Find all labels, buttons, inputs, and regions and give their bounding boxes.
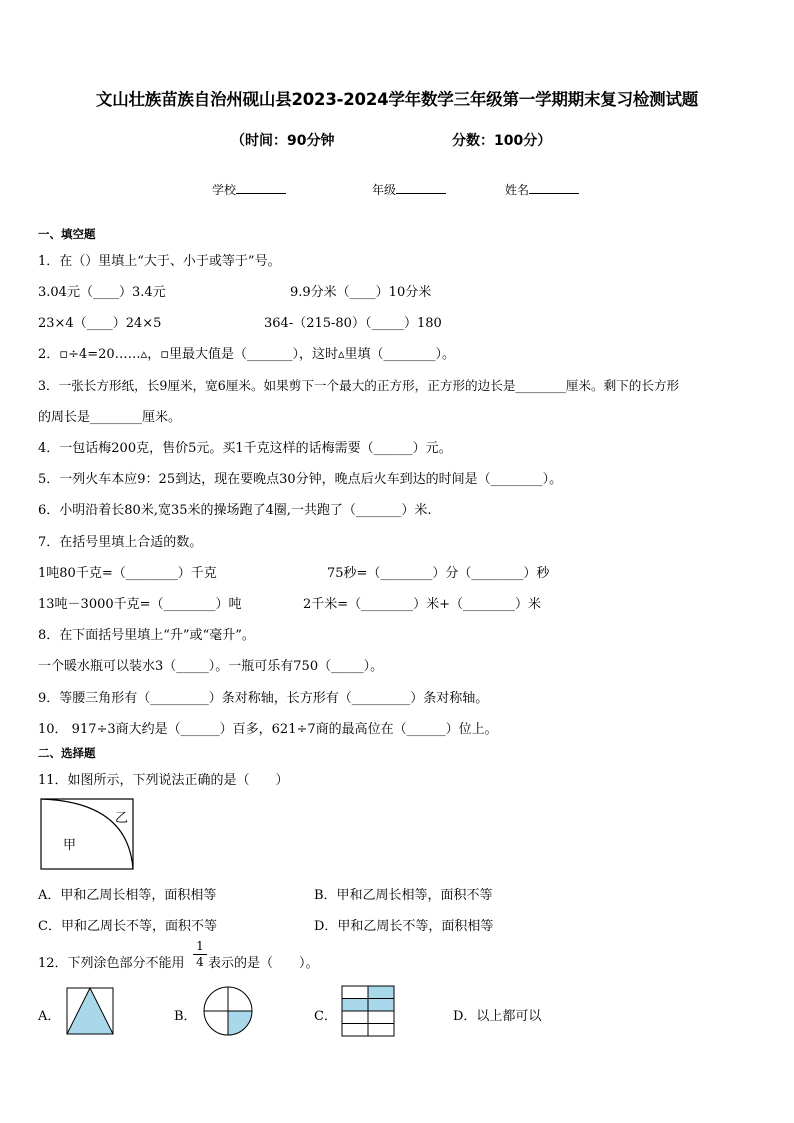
page-title: 文山壮族苗族自治州砚山县2023-2024学年数学三年级第一学期期末复习检测试题 — [95, 90, 699, 109]
option-11-a: A．甲和乙周长相等，面积相等 — [38, 888, 217, 903]
fraction-denominator: 4 — [196, 955, 204, 969]
option-12-d: D．以上都可以 — [453, 1009, 542, 1024]
question-4: 4．一包话梅200克，售价5元。买1千克这样的话梅需要（______）元。 — [38, 441, 452, 456]
question-11: 11．如图所示，下列说法正确的是（ ） — [38, 773, 289, 788]
question-7-c: 13吨－3000千克=（________）吨 — [38, 597, 242, 612]
shaded-triangle — [67, 988, 113, 1034]
question-6: 6．小明沿着长80米,宽35米的操场跑了4圈,一共跑了（_______）米. — [38, 503, 432, 518]
question-1: 1．在（）里填上“大于、小于或等于”号。 — [38, 254, 281, 269]
question-1-a: 3.04元（____）3.4元 — [38, 285, 166, 300]
question-10: 10． 917÷3商大约是（______）百多，621÷7商的最高位在（______）位上。 — [38, 722, 498, 737]
option-12-c: C． — [314, 1009, 337, 1024]
grade-field — [372, 181, 446, 198]
question-8: 8．在下面括号里填上“升”或“毫升”。 — [38, 628, 255, 643]
question-3-line-2: 的周长是________厘米。 — [38, 410, 182, 425]
fraction-one-quarter — [193, 940, 207, 969]
question-5: 5．一列火车本应9：25到达，现在要晚点30分钟，晚点后火车到达的时间是（________）。 — [38, 472, 563, 487]
question-2: 2．▫÷4=20……▵，▫里最大值是（_______），这时▵里填（________）。 — [38, 347, 456, 362]
section-multiple-choice: 二、选择题 — [38, 746, 96, 760]
name-field — [505, 181, 579, 198]
name-blank — [529, 181, 579, 194]
shaded-cell-1 — [368, 986, 394, 999]
question-9: 9．等腰三角形有（_________）条对称轴，长方形有（_________）条对称轴。 — [38, 691, 489, 706]
question-12-suffix: 表示的是（ ）。 — [208, 956, 319, 971]
question-8-a: 一个暖水瓶可以装水3（_____）。一瓶可乐有750（_____）。 — [38, 659, 384, 674]
fraction-numerator: 1 — [196, 939, 204, 953]
option-11-d: D．甲和乙周长不等，面积相等 — [314, 919, 494, 934]
option-11-b: B．甲和乙周长相等，面积不等 — [314, 888, 493, 903]
figure-label-yi: 乙 — [115, 811, 129, 826]
school-field — [212, 181, 286, 198]
school-blank — [236, 181, 286, 194]
question-3-line-1: 3．一张长方形纸，长9厘米，宽6厘米。如果剪下一个最大的正方形，正方形的边长是________厘米。剩下的长方形 — [38, 378, 680, 393]
grade-label: 年级 — [372, 183, 397, 197]
option-12-a: A． — [38, 1009, 61, 1024]
grade-blank — [396, 181, 446, 194]
figure-label-jia: 甲 — [63, 838, 77, 853]
name-label: 姓名 — [505, 183, 530, 197]
school-label: 学校 — [212, 183, 237, 197]
question-7-a: 1吨80千克=（________）千克 — [38, 566, 217, 581]
option-12-b: B． — [174, 1009, 197, 1024]
triangle-in-square-figure — [66, 987, 114, 1035]
option-11-c: C．甲和乙周长不等，面积不等 — [38, 919, 217, 934]
question-1-b: 9.9分米（____）10分米 — [290, 285, 432, 300]
grid-rectangle-figure — [341, 985, 395, 1037]
question-7-d: 2千米=（________）米+（________）米 — [303, 597, 542, 612]
question-1-c: 23×4（____）24×5 — [38, 316, 162, 331]
question-7-b: 75秒=（________）分（________）秒 — [327, 566, 550, 581]
question-1-d: 364-（215-80）（_____）180 — [264, 316, 442, 331]
question-12-prefix: 12．下列涂色部分不能用 — [38, 956, 185, 971]
time-info: （时间：90分钟 — [231, 133, 335, 149]
circle-quarters-figure — [203, 986, 253, 1036]
score-info: 分数：100分） — [452, 133, 552, 149]
question-7: 7．在括号里填上合适的数。 — [38, 535, 203, 550]
section-fill-blank: 一、填空题 — [38, 227, 96, 241]
